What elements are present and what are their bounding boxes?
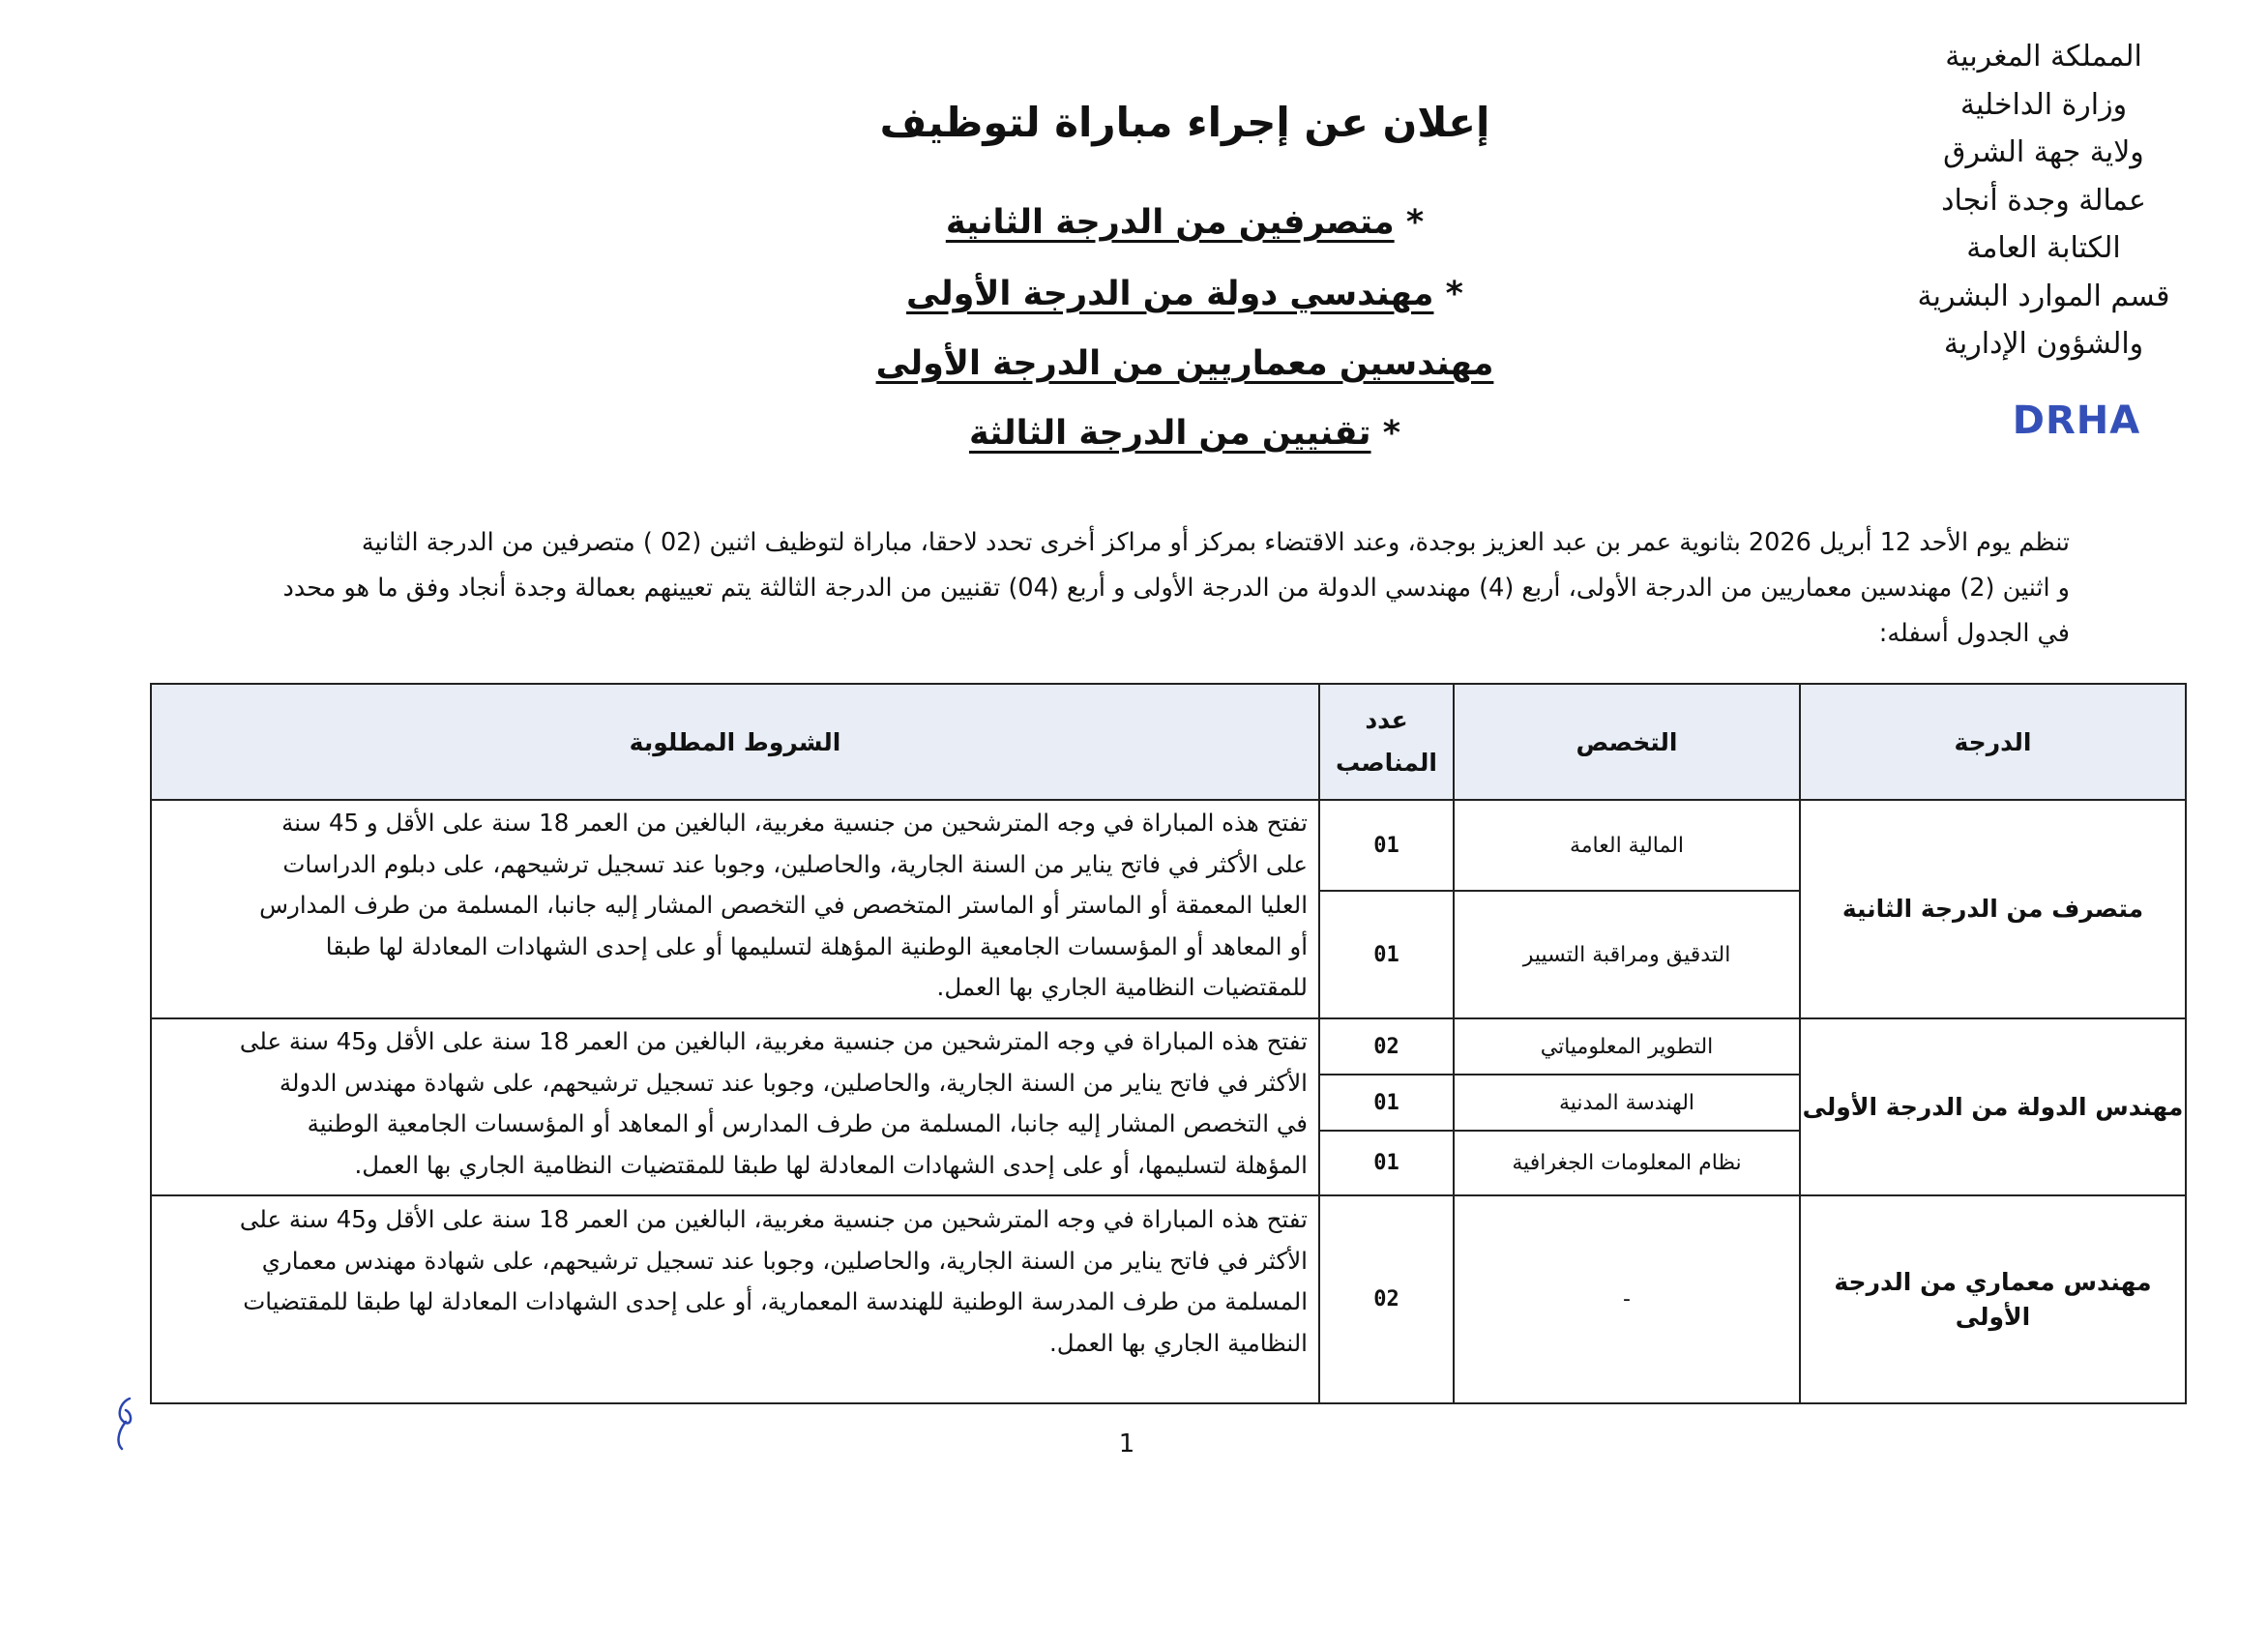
letterhead-line: والشؤون الإدارية (1943, 327, 2144, 361)
conditions-cell (166, 803, 1308, 1009)
specialty-cell: التدقيق ومراقبة التسيير (1522, 942, 1731, 967)
condition-line: العليا المعمقة أو الماستر أو الماستر المتخصص في التخصص المشار إليه جانبا، المسلمة من طرف المدارس (259, 891, 1308, 919)
page-number: 1 (1118, 1429, 1135, 1458)
grade-state-engineer: مهندس الدولة من الدرجة الأولى (1802, 1092, 2184, 1121)
handwritten-initial (108, 1393, 147, 1453)
condition-line: المسلمة من طرف المدرسة الوطنية للهندسة المعمارية، أو على إحدى الشهادات المعادلة لها طبقا للمقتضيات (243, 1287, 1308, 1315)
specialty-cell: نظام المعلومات الجغرافية (1512, 1151, 1742, 1175)
subtitle-text: تقنيين من الدرجة الثالثة (968, 414, 1371, 453)
subtitle-text: مهندسين معماريين من الدرجة الأولى (875, 344, 1494, 383)
condition-line: في التخصص المشار إليه جانبا، المسلمة من طرف المدارس أو المعاهد أو المؤسسات الجامعية الوطنية (307, 1109, 1308, 1137)
subtitle-text: متصرفين من الدرجة الثانية (945, 203, 1395, 242)
positions-cell: 01 (1373, 942, 1399, 967)
letterhead-line: وزارة الداخلية (1959, 87, 2128, 122)
header-grade: الدرجة (1954, 727, 2032, 756)
intro-line: و اثنين (2) مهندسين معماريين من الدرجة الأولى، أربع (4) مهندسي الدولة من الدرجة الأولى و أربع (04) تقنيين من الدرجة الثالثة يتم تعيينهم بعمالة وجدة أنجاد وفق ما هو محدد (282, 574, 2070, 603)
intro-line: تنظم يوم الأحد 12 أبريل 2026 بثانوية عمر بن عبد العزيز بوجدة، وعند الاقتضاء بمركز أو مراكز أخرى تحدد لاحقا، مباراة لتوظيف اثنين (02 ) متصرفين من الدرجة الثانية (361, 528, 2070, 557)
announcement-title: إعلان عن إجراء مباراة لتوظيف (879, 99, 1490, 146)
bullet-marker: * (1394, 203, 1425, 242)
condition-line: النظامية الجاري بها العمل. (1049, 1328, 1308, 1357)
positions-cell: 01 (1373, 833, 1399, 858)
condition-line: تفتح هذه المباراة في وجه المترشحين من جنسية مغربية، البالغين من العمر 18 سنة على الأقل و45 سنة على (239, 1205, 1308, 1233)
bullet-marker: * (1433, 275, 1463, 313)
letterhead-line: عمالة وجدة أنجاد (1941, 183, 2146, 218)
conditions-cell (166, 1021, 1308, 1186)
header-positions-line: عدد (1365, 706, 1408, 734)
condition-line: الأكثر في فاتح يناير من السنة الجارية، والحاصلين، وجوبا عند تسجيل ترشيحهم، على شهادة مهندس الدولة (279, 1068, 1308, 1097)
intro-line: في الجدول أسفله: (1878, 619, 2070, 648)
letterhead-line: قسم الموارد البشرية (1917, 279, 2170, 313)
conditions-cell (166, 1199, 1308, 1364)
positions-cell: 02 (1373, 1287, 1399, 1311)
header-specialty: التخصص (1576, 727, 1678, 756)
letterhead-line: الكتابة العامة (1966, 231, 2121, 265)
header-positions (1319, 684, 1454, 800)
specialty-cell: التطوير المعلومياتي (1540, 1034, 1714, 1059)
grade-architect (1800, 1195, 2186, 1403)
specialty-cell: الهندسة المدنية (1559, 1090, 1695, 1115)
condition-line: للمقتضيات النظامية الجاري بها العمل. (936, 973, 1308, 1001)
condition-line: تفتح هذه المباراة في وجه المترشحين من جنسية مغربية، البالغين من العمر 18 سنة على الأقل و45 سنة على (239, 1027, 1308, 1055)
condition-line: أو المعاهد أو المؤسسات الجامعية الوطنية المؤهلة لتسليمها أو على إحدى الشهادات المعادلة لها طبقا (325, 931, 1308, 960)
grade-line: الأولى (1955, 1302, 2031, 1331)
condition-line: المؤهلة لتسليمها، أو على إحدى الشهادات المعادلة لها طبقا للمقتضيات النظامية الجاري بها العمل. (354, 1150, 1308, 1179)
drha-logo: DRHA (2012, 398, 2141, 443)
header-conditions: الشروط المطلوبة (629, 727, 841, 756)
grade-administrator: متصرف من الدرجة الثانية (1841, 895, 2144, 923)
letterhead-line: ولاية جهة الشرق (1943, 135, 2144, 169)
condition-line: الأكثر في فاتح يناير من السنة الجارية، والحاصلين، وجوبا عند تسجيل ترشيحهم، على شهادة مهندس معماري (261, 1246, 1308, 1275)
positions-cell: 02 (1373, 1034, 1399, 1059)
positions-cell: 01 (1373, 1090, 1399, 1115)
bullet-marker: * (1370, 414, 1401, 453)
subtitle-text: مهندسي دولة من الدرجة الأولى (906, 275, 1434, 313)
condition-line: تفتح هذه المباراة في وجه المترشحين من جنسية مغربية، البالغين من العمر 18 سنة على الأقل و 45 سنة (281, 809, 1308, 837)
letterhead-line: المملكة المغربية (1945, 40, 2142, 74)
specialty-cell: - (1623, 1287, 1631, 1311)
grade-line: مهندس معماري من الدرجة (1834, 1267, 2152, 1296)
specialty-cell: المالية العامة (1569, 833, 1685, 858)
positions-cell: 01 (1373, 1151, 1399, 1175)
header-positions-line: المناصب (1336, 749, 1437, 777)
condition-line: على الأكثر في فاتح يناير من السنة الجارية، والحاصلين، وجوبا عند تسجيل ترشيحهم، على دبلوم الدراسات (282, 849, 1308, 878)
